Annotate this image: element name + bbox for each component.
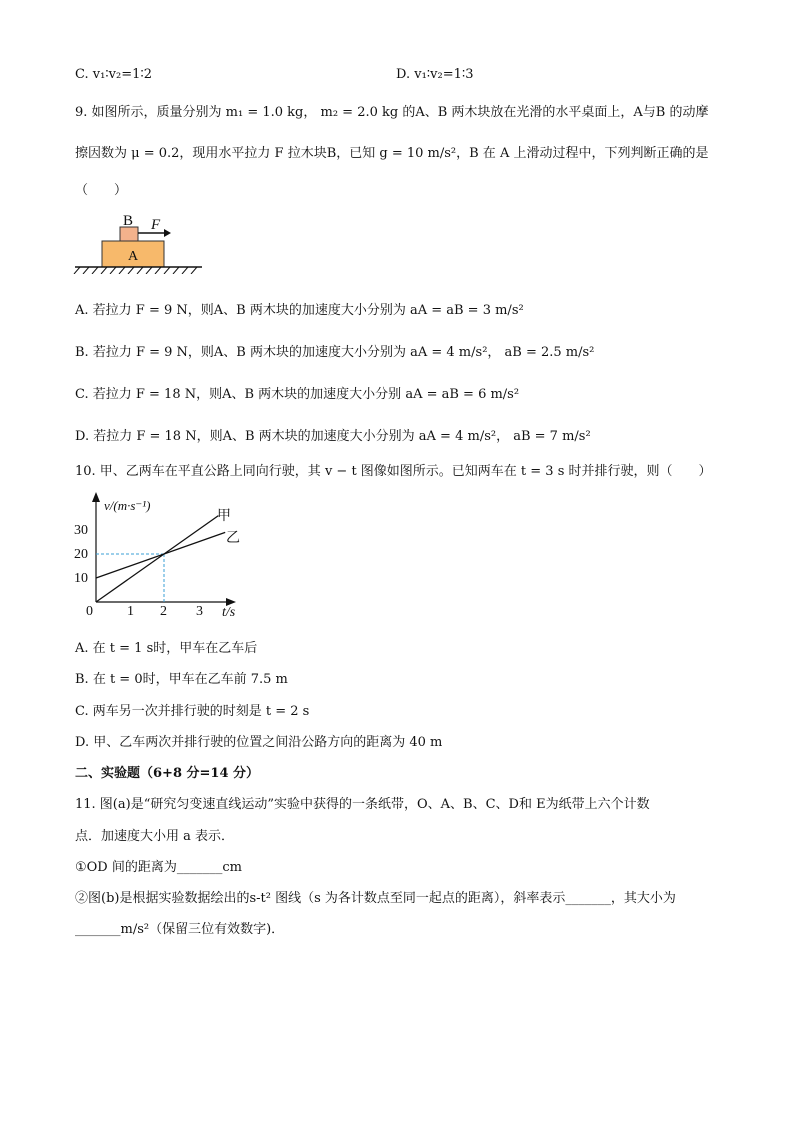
y-axis-label: v/(m·s⁻¹) xyxy=(104,498,151,513)
series-label-yi: 乙 xyxy=(226,531,240,546)
q9-option-c: C. 若拉力 F = 18 N，则A、B 两木块的加速度大小分别 aA = aB = 6 m/s² xyxy=(75,387,520,402)
q9-option-b: B. 若拉力 F = 9 N，则A、B 两木块的加速度大小分别为 aA = 4 m/s²， aB = 2.5 m/s² xyxy=(75,345,595,360)
q10-option-d: D. 甲、乙车两次并排行驶的位置之间沿公路方向的距离为 40 m xyxy=(75,735,443,750)
q11-part3: _______m/s²（保留三位有效数字)． xyxy=(75,922,285,937)
q8-option-d: D. v₁∶v₂=1∶3 xyxy=(396,67,474,82)
block-b xyxy=(120,227,138,241)
ground-hatch xyxy=(74,267,197,274)
q11-line1: 11. 图(a)是“研究匀变速直线运动”实验中获得的一条纸带，O、A、B、C、D和 E为纸带上六个计数 xyxy=(75,797,650,812)
q8-option-c: C. v₁∶v₂=1∶2 xyxy=(75,67,153,82)
y-tick-20: 20 xyxy=(74,547,88,562)
q10-stem: 10. 甲、乙两车在平直公路上同向行驶，其 v − t 图像如图所示。已知两车在 t = 3 s 时并排行驶，则（ ） xyxy=(75,464,712,479)
q9-option-d: D. 若拉力 F = 18 N，则A、B 两木块的加速度大小分别为 aA = 4 m/s²， aB = 7 m/s² xyxy=(75,429,591,444)
q9-stem-line2: 擦因数为 μ = 0.2，现用水平拉力 F 拉木块B，已知 g = 10 m/s²，B 在 A 上滑动过程中，下列判断正确的是 xyxy=(75,146,709,161)
y-tick-10: 10 xyxy=(74,571,88,586)
q9-stem-line1: 9. 如图所示，质量分别为 m₁ = 1.0 kg， m₂ = 2.0 kg 的A、B 两木块放在光滑的水平桌面上，A与B 的动摩 xyxy=(75,105,709,120)
q9-block-figure xyxy=(72,210,207,274)
q11-line2: 点．加速度大小用 a 表示． xyxy=(75,829,235,844)
series-label-jia: 甲 xyxy=(217,509,231,524)
y-axis-arrow-icon xyxy=(92,492,100,502)
vt-graph xyxy=(70,490,260,625)
q11-part1: ①OD 间的距离为_______cm xyxy=(75,860,242,875)
q10-option-b: B. 在 t = 0时，甲车在乙车前 7.5 m xyxy=(75,672,288,687)
force-label: F xyxy=(151,217,161,233)
x-tick-3: 3 xyxy=(196,604,203,619)
q9-option-a: A. 若拉力 F = 9 N，则A、B 两木块的加速度大小分别为 aA = aB = 3 m/s² xyxy=(75,303,524,318)
arrow-head-icon xyxy=(164,229,171,237)
block-b-label: B xyxy=(123,213,134,229)
series-line-jia xyxy=(96,516,218,602)
x-tick-2: 2 xyxy=(160,604,167,619)
q11-part2: ②图(b)是根据实验数据绘出的s-t² 图线（s 为各计数点至同一起点的距离），斜率表示_______，其大小为 xyxy=(75,891,676,906)
q10-option-c: C. 两车另一次并排行驶的时刻是 t = 2 s xyxy=(75,704,310,719)
x-axis-label: t/s xyxy=(222,605,236,620)
q9-stem-line3: （ ） xyxy=(75,183,128,198)
section-title: 二、实验题（6+8 分=14 分） xyxy=(75,766,260,781)
block-a-label: A xyxy=(128,249,139,264)
series-line-yi xyxy=(96,532,225,578)
origin-label: 0 xyxy=(86,604,93,619)
q10-option-a: A. 在 t = 1 s时，甲车在乙车后 xyxy=(75,641,258,656)
x-tick-1: 1 xyxy=(127,604,134,619)
y-tick-30: 30 xyxy=(74,523,88,538)
